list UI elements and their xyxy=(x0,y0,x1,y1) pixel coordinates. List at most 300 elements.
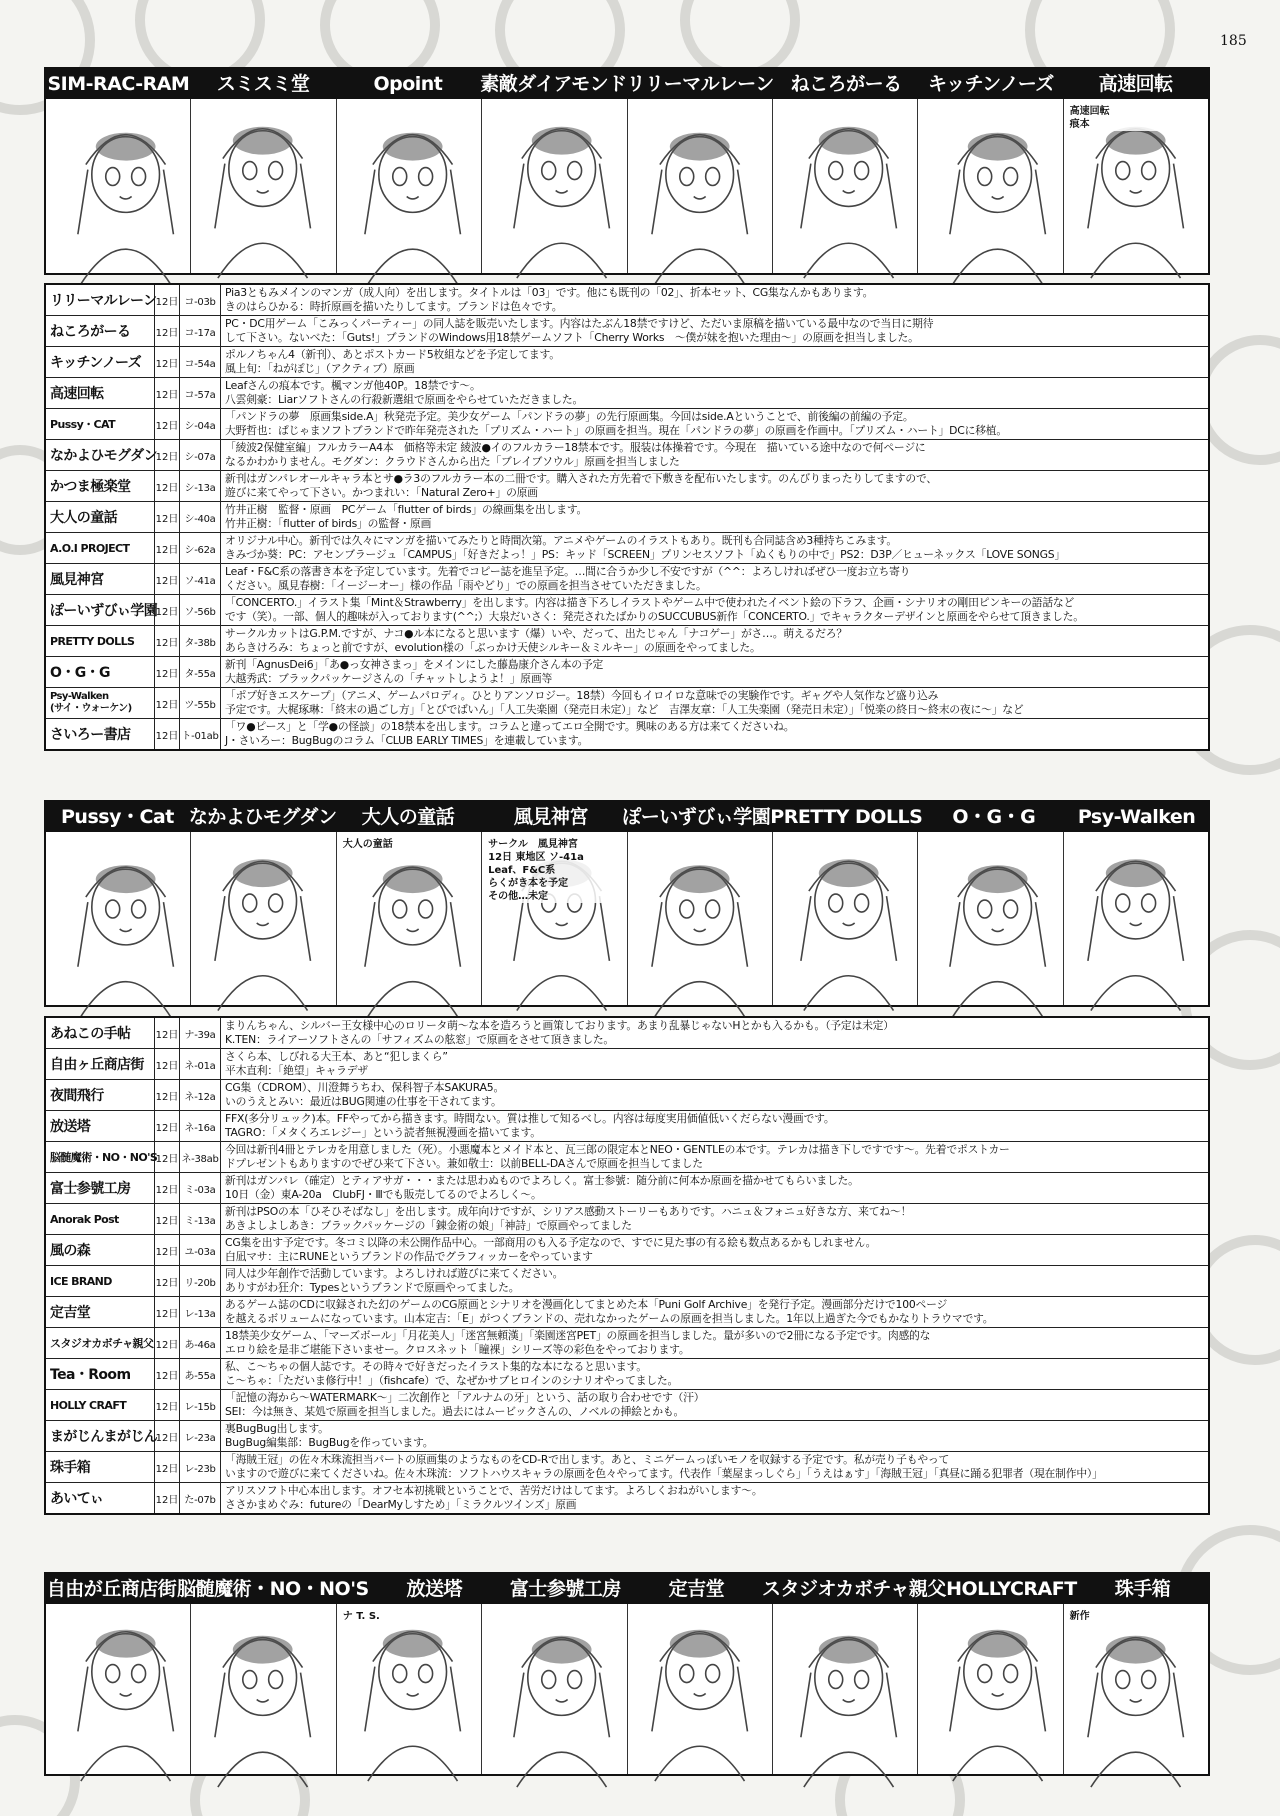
circle-description xyxy=(221,1359,1208,1389)
circle-name: あねこの手帖 xyxy=(46,1018,155,1048)
gallery-circle-name: スタジオカボチャ親父 xyxy=(761,1578,946,1600)
booth-space: あ-55a xyxy=(180,1359,221,1389)
circle-cut-image xyxy=(773,99,918,273)
illustration xyxy=(1064,1604,1208,1774)
description-line: J・さいろー：BugBugのコラム「CLUB EARLY TIMES」を連載しています。 xyxy=(225,734,589,747)
circle-name: O・G・G xyxy=(46,657,155,687)
circle-row xyxy=(46,657,1208,688)
description-line: まりんちゃん、シルバー王女様中心のロリータ萌～な本を造ろうと画策しております。あまり乱暴じゃないHとかも入るかも。（予定は未定） xyxy=(225,1019,894,1032)
circle-description xyxy=(221,533,1208,563)
cut-text-line: らくがき本を予定 xyxy=(488,878,569,889)
circle-cut-image xyxy=(918,99,1063,273)
cut-text-line: 新作 xyxy=(1069,1611,1090,1622)
event-day: 12日 xyxy=(155,1080,180,1110)
illustration xyxy=(46,1604,190,1774)
description-line: して下さい。ないべた：「Guts!」ブランドのWindows用18禁ゲームソフト「Cherry Works ～僕が妹を抱いた理由～」の原画を担当しました。 xyxy=(225,331,919,344)
circle-row xyxy=(46,347,1208,378)
description-line: CG集（CDROM）、川澄舞うちわ、保科智子本SAKURA5。 xyxy=(225,1081,505,1094)
booth-space: ネ-38ab xyxy=(180,1142,221,1172)
description-line: 風上旬：「ねがぽじ」（アクティブ）原画 xyxy=(225,362,415,375)
description-line: 今回は新刊4冊とテレカを用意しました（死）。小悪魔本とメイド本と、瓦三郎の限定本とNEO・GENTLEの本です。テレカは描き下しですです～。先着でポストカー xyxy=(225,1143,1010,1156)
circle-name: 定吉堂 xyxy=(46,1297,155,1327)
gallery-circle-name: 珠手箱 xyxy=(1114,1578,1171,1600)
gallery-circle-name: O・G・G xyxy=(952,806,1036,828)
circle-name: 風の森 xyxy=(46,1235,155,1265)
booth-space: ネ-16a xyxy=(180,1111,221,1141)
circle-row xyxy=(46,471,1208,502)
illustration xyxy=(918,832,1062,1005)
description-line: いのうえとみい：最近はBUG関連の仕事を干されてます。 xyxy=(225,1095,502,1108)
event-day: 12日 xyxy=(155,657,180,687)
circle-description xyxy=(221,688,1208,718)
gallery-circle-name: Opoint xyxy=(373,73,443,95)
circle-cut-gallery-top xyxy=(44,67,1210,275)
circle-cut-image xyxy=(628,832,773,1005)
event-day: 12日 xyxy=(155,1142,180,1172)
cut-text-line: ナ T. S. xyxy=(342,1611,380,1622)
circle-row xyxy=(46,626,1208,657)
description-line: です（笑）。一部、個人的趣味が入っております(^^;）大泉だいさく：発売されたばかりのSUCCUBUS新作「CONCERTO.」でキャラクターデザインと原画をやらせて頂きました。 xyxy=(225,610,1084,623)
description-line: 予定です。大梶琢琳：「終末の過ごし方」「とびでばいん」「人工失楽園（発売日未定）」など 吉澤友章：「人工失楽園（発売日未定）」「悦楽の終日～終末の夜に～」など xyxy=(225,703,1024,716)
circle-description xyxy=(221,1452,1208,1482)
illustration xyxy=(773,832,917,1005)
description-line: 同人は少年創作で活動しています。よろしければ遊びに来てください。 xyxy=(225,1267,564,1280)
event-day: 12日 xyxy=(155,688,180,718)
booth-space: シ-04a xyxy=(180,409,221,439)
event-day: 12日 xyxy=(155,502,180,532)
event-day: 12日 xyxy=(155,1049,180,1079)
gallery-circle-name: キッチンノーズ xyxy=(927,73,1054,95)
cut-inner-text xyxy=(343,838,475,851)
circle-cut-image xyxy=(1064,99,1208,273)
illustration xyxy=(191,832,335,1005)
circle-cut-image xyxy=(191,832,336,1005)
gallery-circle-name: PRETTY DOLLS xyxy=(770,806,923,828)
circle-cut-image xyxy=(773,1604,918,1774)
gallery-circle-name: Pussy・Cat xyxy=(61,806,174,828)
booth-space: コ-54a xyxy=(180,347,221,377)
circle-name: ICE BRAND xyxy=(46,1266,155,1296)
illustration xyxy=(191,1604,335,1774)
illustration xyxy=(1064,832,1208,1005)
circle-row xyxy=(46,1390,1208,1421)
description-line: 竹井正樹 監督・原画 PCゲーム「flutter of birds」の線画集を出します。 xyxy=(225,503,588,516)
circle-row xyxy=(46,1080,1208,1111)
circle-description xyxy=(221,719,1208,749)
circle-row xyxy=(46,285,1208,316)
circle-description xyxy=(221,471,1208,501)
illustration xyxy=(46,99,190,273)
gallery-header-row xyxy=(46,802,1208,832)
circle-name: Anorak Post xyxy=(46,1204,155,1234)
circle-row xyxy=(46,1328,1208,1359)
circle-description xyxy=(221,1018,1208,1048)
circle-name: まがじんまがじん xyxy=(46,1421,155,1451)
circle-name: 大人の童話 xyxy=(46,502,155,532)
circle-name: スタジオカボチャ親父 xyxy=(46,1328,155,1358)
description-line: 新刊「AgnusDei6」「あ●っ女神さまっ」をメインにした藤島康介さん本の予定 xyxy=(225,658,604,671)
booth-space: ネ-12a xyxy=(180,1080,221,1110)
illustration xyxy=(918,1604,1062,1774)
description-line: こ～ちゃ：「ただいま修行中！」（fishcafe）で、なぜかサブヒロインのシナリオやってました。 xyxy=(225,1374,679,1387)
circle-name: Pussy・CAT xyxy=(46,409,155,439)
circle-name: 夜間飛行 xyxy=(46,1080,155,1110)
circle-row xyxy=(46,409,1208,440)
event-day: 12日 xyxy=(155,626,180,656)
description-line: ポルノちゃん4（新刊）、あとポストカード5枚組などを予定してます。 xyxy=(225,348,560,361)
gallery-circle-name: 定吉堂 xyxy=(668,1578,725,1600)
illustration xyxy=(628,832,772,1005)
event-day: 12日 xyxy=(155,440,180,470)
description-line: なるかわかりません。モグダン：クラウドさんから出た「ブレイブソウル」原画を担当しました xyxy=(225,455,680,468)
circle-row xyxy=(46,1235,1208,1266)
description-line: を越えるボリュームになっています。山本定吉：「E」がつくブランドの、売れなかったゲームの原画を担当しました。1年以上過ぎた今でもかなりトラウマです。 xyxy=(225,1312,994,1325)
booth-space: ユ-03a xyxy=(180,1235,221,1265)
circle-row xyxy=(46,502,1208,533)
booth-space: シ-07a xyxy=(180,440,221,470)
cut-text-line: Leaf、F&C系 xyxy=(488,865,556,876)
description-line: PC・DC用ゲーム「こみっくパーティー」の同人誌を販売いたします。内容はたぶん18禁ですけど、ただいま原稿を描いている最中なので当日に期待 xyxy=(225,317,934,330)
circle-row xyxy=(46,440,1208,471)
description-line: ありすがわ狂介：Typesというブランドで原画やってました。 xyxy=(225,1281,520,1294)
booth-space: ソ-41a xyxy=(180,564,221,594)
circle-name: 珠手箱 xyxy=(46,1452,155,1482)
circle-name: ぽーいずびぃ学園 xyxy=(46,595,155,625)
gallery-circle-name: 自由が丘商店街 xyxy=(46,1578,177,1600)
circle-row xyxy=(46,1452,1208,1483)
gallery-circle-name: リリーマルレーン xyxy=(626,73,774,95)
circle-cut-image xyxy=(46,832,191,1005)
description-line: SEI：今は無き、某処で原画を担当しました。過去にはムービックさんの、ノベルの挿絵とかも。 xyxy=(225,1405,685,1418)
gallery-circle-name: 放送塔 xyxy=(406,1578,462,1600)
booth-space: ネ-01a xyxy=(180,1049,221,1079)
booth-space: レ-23a xyxy=(180,1421,221,1451)
circle-name: PRETTY DOLLS xyxy=(46,626,155,656)
booth-space: コ-03b xyxy=(180,285,221,315)
circle-cut-image xyxy=(337,99,482,273)
circle-description xyxy=(221,1483,1208,1513)
circle-description xyxy=(221,657,1208,687)
booth-space: あ-46a xyxy=(180,1328,221,1358)
description-line: 18禁美少女ゲーム、「マーズボール」「月花美人」「迷宮無頼漢」「楽園迷宮PET」の原画を担当しました。量が多いので2冊になる予定です。肉感的な xyxy=(225,1329,931,1342)
illustration xyxy=(337,99,481,273)
description-line: ささかまめぐみ：futureの「DearMyしすため」「ミラクルツインズ」原画 xyxy=(225,1498,577,1511)
event-day: 12日 xyxy=(155,471,180,501)
circle-name: キッチンノーズ xyxy=(46,347,155,377)
description-line: サークルカットはG.P.M.ですが、ナコ●ル本になると思います（爆）いや、だって、出たじゃん「ナコゲー」がさ…。萌えるだろ？ xyxy=(225,627,847,640)
event-day: 12日 xyxy=(155,1018,180,1048)
circle-row xyxy=(46,595,1208,626)
event-day: 12日 xyxy=(155,1359,180,1389)
circle-description xyxy=(221,1390,1208,1420)
description-line: きみづか葵：PC：アセンブラージュ「CAMPUS」「好きだよっ！」PS：キッド「SCREEN」プリンセスソフト「ぬくもりの中で」PS2：D3P／ヒューネックス「LOVE SONGS」 xyxy=(225,548,1066,561)
gallery-circle-name: 大人の童話 xyxy=(361,806,455,828)
description-line: Pia3ともみメインのマンガ（成人向）を出します。タイトルは「03」です。他にも既刊の「02」、折本セット、CG集なんかもあります。 xyxy=(225,286,874,299)
event-day: 12日 xyxy=(155,1452,180,1482)
circle-description xyxy=(221,285,1208,315)
description-line: 新刊はガンパレオールキャラ本とサ●ラ3のフルカラー本の二冊です。購入された方先着で下敷きを配布いたします。のんびりまったりしてますので、 xyxy=(225,472,937,485)
circle-name: A.O.I PROJECT xyxy=(46,533,155,563)
description-line: 八雲剣豪：Liarソフトさんの行殺新選組で原画をやらせていただきました。 xyxy=(225,393,584,406)
circle-cut-image xyxy=(482,832,627,1005)
cut-text-line: その他…未定 xyxy=(488,891,549,902)
circle-description xyxy=(221,1142,1208,1172)
circle-table-top xyxy=(44,283,1210,751)
circle-cut-image xyxy=(482,99,627,273)
circle-description xyxy=(221,1204,1208,1234)
circle-description xyxy=(221,1235,1208,1265)
circle-description xyxy=(221,1173,1208,1203)
circle-cut-image xyxy=(46,1604,191,1774)
description-line: Leaf・F&C系の落書き本を予定しています。先着でコピー誌を進呈予定。…間に合うか少し不安ですが（^^：よろしければぜひ一度お立ち寄り xyxy=(225,565,911,578)
booth-space: タ-55a xyxy=(180,657,221,687)
description-line: いますので遊びに来てくださいね。佐々木珠流：ソフトハウスキャラの原画を色々やってます。代表作「葉屋まっしぐら」「うえはぁす」「海賊王冠」「真昼に踊る犯罪者（現在制作中）」 xyxy=(225,1467,1103,1480)
circle-row xyxy=(46,1266,1208,1297)
event-day: 12日 xyxy=(155,564,180,594)
description-line: オリジナル中心。新刊では久々にマンガを描いてみたりと時間次第。アニメやゲームのイラストもあり。既刊も合同誌含め3種持ちこみます。 xyxy=(225,534,897,547)
circle-description xyxy=(221,1049,1208,1079)
event-day: 12日 xyxy=(155,1421,180,1451)
gallery-circle-name: Psy-Walken xyxy=(1077,806,1196,828)
booth-space: ナ-39a xyxy=(180,1018,221,1048)
circle-description xyxy=(221,1080,1208,1110)
circle-row xyxy=(46,1142,1208,1173)
illustration xyxy=(628,99,772,273)
event-day: 12日 xyxy=(155,595,180,625)
cut-inner-text xyxy=(343,1610,475,1623)
circle-cut-image xyxy=(482,1604,627,1774)
booth-space: ソ-56b xyxy=(180,595,221,625)
illustration xyxy=(628,1604,772,1774)
booth-space: コ-57a xyxy=(180,378,221,408)
event-day: 12日 xyxy=(155,1173,180,1203)
gallery-image-row xyxy=(46,99,1208,273)
description-line: 「CONCERTO.」イラスト集「Mint＆Strawberry」を出します。内容は描き下ろしイラストやゲーム中で使われたイベント絵の下ラフ、企画・シナリオの剛田ピンキーの語話など xyxy=(225,596,1075,609)
gallery-circle-name: ぽーいずびぃ学園 xyxy=(622,806,771,828)
booth-space: コ-17a xyxy=(180,316,221,346)
description-line: あるゲーム誌のCDに収録された幻のゲームのCG原画とシナリオを漫画化してまとめた本「Puni Golf Archive」を発行予定。漫画部分だけで100ページ xyxy=(225,1298,948,1311)
circle-cut-image xyxy=(628,1604,773,1774)
event-day: 12日 xyxy=(155,285,180,315)
event-day: 12日 xyxy=(155,1328,180,1358)
cut-inner-text xyxy=(1070,105,1202,131)
circle-cut-image xyxy=(46,99,191,273)
circle-name: リリーマルレーン xyxy=(46,285,155,315)
event-day: 12日 xyxy=(155,1204,180,1234)
description-line: FFX(多分リュック)本。FFやってから描きます。時間ない。質は推して知るべし。内容は毎度実用価値低いくだらない漫画です。 xyxy=(225,1112,835,1125)
circle-row xyxy=(46,1297,1208,1328)
description-line: 大野哲也：ぱじゃまソフトブランドで昨年発売された「プリズム・ハート」の原画を担当。現在「パンドラの夢」の原画を作画中。「プリズム・ハート」DCに移植。 xyxy=(225,424,1007,437)
booth-space: ツ-55b xyxy=(180,688,221,718)
circle-table-bottom xyxy=(44,1016,1210,1515)
circle-description xyxy=(221,316,1208,346)
circle-description xyxy=(221,564,1208,594)
circle-row xyxy=(46,688,1208,719)
gallery-image-row xyxy=(46,832,1208,1005)
cut-text-line: 大人の童話 xyxy=(342,839,393,850)
illustration xyxy=(337,1604,481,1774)
circle-row xyxy=(46,1049,1208,1080)
description-line: 「綾波2保健室編」フルカラーA4本 価格等未定 綾波●イのフルカラー18禁本です。服装は体操着です。今現在 描いている途中なので何ページに xyxy=(225,441,926,454)
gallery-header-row xyxy=(46,1574,1208,1604)
description-line: 私、こ～ちゃの個人誌です。その時々で好きだったイラスト集的な本になると思います。 xyxy=(225,1360,647,1373)
event-day: 12日 xyxy=(155,1483,180,1513)
description-line: 遊びに来てやって下さい。かつまれい：「Natural Zero+」の原画 xyxy=(225,486,538,499)
description-line: BugBug編集部：BugBugを作っています。 xyxy=(225,1436,434,1449)
circle-cut-image xyxy=(337,1604,482,1774)
description-line: 白凪マサ：主にRUNEというブランドの作品でグラフィッカーをやっています xyxy=(225,1250,593,1263)
event-day: 12日 xyxy=(155,719,180,749)
circle-row xyxy=(46,1359,1208,1390)
circle-name: 放送塔 xyxy=(46,1111,155,1141)
circle-name: なかよひモグダン xyxy=(46,440,155,470)
cut-text-line: 痕本 xyxy=(1069,119,1090,130)
event-day: 12日 xyxy=(155,409,180,439)
event-day: 12日 xyxy=(155,1235,180,1265)
illustration xyxy=(337,832,481,1005)
cut-inner-text xyxy=(1070,1610,1202,1623)
circle-name: Psy-Walken (サイ・ウォーケン) xyxy=(46,688,155,718)
illustration xyxy=(46,832,190,1005)
description-line: あらきけろみ：ちょっと前ですが、evolution様の「ぶっかけ天使シルキー＆ミルキー」の原画をやってました。 xyxy=(225,641,761,654)
circle-description xyxy=(221,378,1208,408)
illustration xyxy=(482,99,626,273)
circle-row xyxy=(46,1483,1208,1513)
event-day: 12日 xyxy=(155,378,180,408)
circle-row xyxy=(46,1173,1208,1204)
cut-text-line: サークル 風見神宮 xyxy=(488,839,578,850)
circle-name: 富士参號工房 xyxy=(46,1173,155,1203)
description-line: 竹井正樹：「flutter of birds」の監督・原画 xyxy=(225,517,432,530)
description-line: CG集を出す予定です。冬コミ以降の未公開作品中心。一部商用のも入る予定なので、すでに見た事の有る絵も数点あるかもしれません。 xyxy=(225,1236,877,1249)
circle-row xyxy=(46,1204,1208,1235)
booth-space: レ-15b xyxy=(180,1390,221,1420)
description-line: エロり絵を是非ご堪能下さいませー。クロスネット「瞳裸」シリーズ等の彩色をやっております。 xyxy=(225,1343,690,1356)
page-number: 185 xyxy=(1220,33,1247,49)
booth-space: タ-38b xyxy=(180,626,221,656)
circle-name: かつま極楽堂 xyxy=(46,471,155,501)
gallery-header-row xyxy=(46,69,1208,99)
circle-name: 高速回転 xyxy=(46,378,155,408)
circle-name: あいてぃ xyxy=(46,1483,155,1513)
booth-space: ミ-13a xyxy=(180,1204,221,1234)
circle-row xyxy=(46,1111,1208,1142)
event-day: 12日 xyxy=(155,347,180,377)
description-line: 10日（金）東A-20a ClubFJ・Ⅲでも販売してるのでよろしく～。 xyxy=(225,1188,542,1201)
description-line: ドプレゼントもありますのでぜひ来て下さい。兼如敬士：以前BELL-DAさんで原画を担当してました xyxy=(225,1157,703,1170)
description-line: 新刊はPSOの本「ひそひそばなし」を出します。成年向けですが、シリアス感動ストーリーもありです。ハニュ＆フォニュ好きな方、来てね～！ xyxy=(225,1205,912,1218)
cut-text-line: 高速回転 xyxy=(1069,106,1110,117)
gallery-circle-name: 富士参號工房 xyxy=(509,1578,621,1600)
circle-cut-gallery-bottom xyxy=(44,1572,1210,1776)
event-day: 12日 xyxy=(155,316,180,346)
description-line: 「ワ●ピース」と「学●の怪談」の18禁本を出します。コラムと違ってエロ全開です。興味のある方は来てくださいね。 xyxy=(225,720,795,733)
circle-cut-image xyxy=(337,832,482,1005)
circle-description xyxy=(221,1421,1208,1451)
description-line: TAGRO：「メタくろエレジー」という読者無視漫画を描いてます。 xyxy=(225,1126,541,1139)
illustration xyxy=(773,1604,917,1774)
description-line: ください。風見春樹：「イージーオー」様の作品「雨やどり」での原画を担当させていただきました。 xyxy=(225,579,707,592)
circle-name: HOLLY CRAFT xyxy=(46,1390,155,1420)
description-line: 「海賊王冠」の佐々木珠流担当パートの原画集のようなものをCD-Rで出します。あと、ミニゲームっぽいモノを収録する予定です。私が売り子もやって xyxy=(225,1453,950,1466)
circle-row xyxy=(46,1018,1208,1049)
circle-name: 風見神宮 xyxy=(46,564,155,594)
cut-inner-text xyxy=(488,838,620,903)
booth-space: ト-01ab xyxy=(180,719,221,749)
gallery-circle-name: HOLLYCRAFT xyxy=(946,1578,1077,1600)
description-line: 「ポプ好きエスケープ」（アニメ、ゲームパロディ。ひとりアンソロジー。18禁）今回もイロイロな意味での実験作です。ギャグや人気作など盛り込み xyxy=(225,689,939,702)
booth-space: シ-62a xyxy=(180,533,221,563)
circle-description xyxy=(221,440,1208,470)
circle-row xyxy=(46,1421,1208,1452)
event-day: 12日 xyxy=(155,1390,180,1420)
circle-cut-image xyxy=(628,99,773,273)
circle-row xyxy=(46,719,1208,749)
description-line: 新刊はガンパレ（確定）とティアサガ・・・または思わぬものでよろしく。富士参號：随分前に何本か原画を描かせてもらいました。 xyxy=(225,1174,859,1187)
description-line: アリスソフト中心本出します。オフセ本初挑戦ということで、苦労だけはしてます。よろしくおねがいします～。 xyxy=(225,1484,763,1497)
cut-text-line: 12日 東地区 ソ-41a xyxy=(488,852,584,863)
gallery-circle-name: 脳髄魔術・NO・NO'S xyxy=(177,1578,369,1600)
circle-cut-image xyxy=(1064,1604,1208,1774)
booth-space: シ-13a xyxy=(180,471,221,501)
description-line: 裏BugBug出します。 xyxy=(225,1422,329,1435)
circle-description xyxy=(221,1328,1208,1358)
circle-row xyxy=(46,378,1208,409)
circle-name: ねころがーる xyxy=(46,316,155,346)
circle-row xyxy=(46,564,1208,595)
circle-description xyxy=(221,1111,1208,1141)
circle-description xyxy=(221,502,1208,532)
circle-description xyxy=(221,595,1208,625)
circle-name: Tea・Room xyxy=(46,1359,155,1389)
booth-space: ミ-03a xyxy=(180,1173,221,1203)
description-line: 大越秀武：ブラックパッケージさんの「チャットしようよ！」原画等 xyxy=(225,672,553,685)
gallery-circle-name: なかよひモグダン xyxy=(188,806,337,828)
circle-cut-image xyxy=(191,99,336,273)
circle-cut-image xyxy=(918,832,1063,1005)
circle-name: さいろー書店 xyxy=(46,719,155,749)
circle-cut-gallery-middle xyxy=(44,800,1210,1007)
gallery-circle-name: 風見神宮 xyxy=(513,806,588,828)
circle-description xyxy=(221,409,1208,439)
description-line: 「パンドラの夢 原画集side.A」秋発売予定。美少女ゲーム「パンドラの夢」の先行原画集。今回はside.Aということで、前後編の前編の予定。 xyxy=(225,410,914,423)
circle-description xyxy=(221,1297,1208,1327)
description-line: 平木直利：「絶望」キャラデザ xyxy=(225,1064,368,1077)
event-day: 12日 xyxy=(155,1111,180,1141)
description-line: K.TEN：ライアーソフトさんの「サフィズムの舷窓」で原画をさせて頂きました。 xyxy=(225,1033,615,1046)
circle-row xyxy=(46,316,1208,347)
gallery-circle-name: 素敵ダイアモンド xyxy=(480,73,627,95)
description-line: 「記憶の海から～WATERMARK～」二次創作と「アルナムの牙」という、話の取り合わせです（汗） xyxy=(225,1391,705,1404)
circle-name: 脳髄魔術・NO・NO'S xyxy=(46,1142,155,1172)
circle-cut-image xyxy=(1064,832,1208,1005)
circle-description xyxy=(221,1266,1208,1296)
description-line: あきよしよしあき：ブラックパッケージの「錬金術の娘」「神詩」で原画やってました xyxy=(225,1219,632,1232)
circle-cut-image xyxy=(191,1604,336,1774)
illustration xyxy=(918,99,1062,273)
description-line: Leafさんの痕本です。楓マンガ他40P。18禁です～。 xyxy=(225,379,481,392)
description-line: さくら本、しびれる大王本、あと“犯しまくら” xyxy=(225,1050,448,1063)
illustration xyxy=(482,1604,626,1774)
gallery-circle-name: スミスミ堂 xyxy=(216,73,310,95)
circle-cut-image xyxy=(918,1604,1063,1774)
booth-space: レ-23b xyxy=(180,1452,221,1482)
illustration xyxy=(191,99,335,273)
booth-space: レ-13a xyxy=(180,1297,221,1327)
event-day: 12日 xyxy=(155,533,180,563)
gallery-circle-name: SIM-RAC-RAM xyxy=(47,73,190,95)
booth-space: リ-20b xyxy=(180,1266,221,1296)
